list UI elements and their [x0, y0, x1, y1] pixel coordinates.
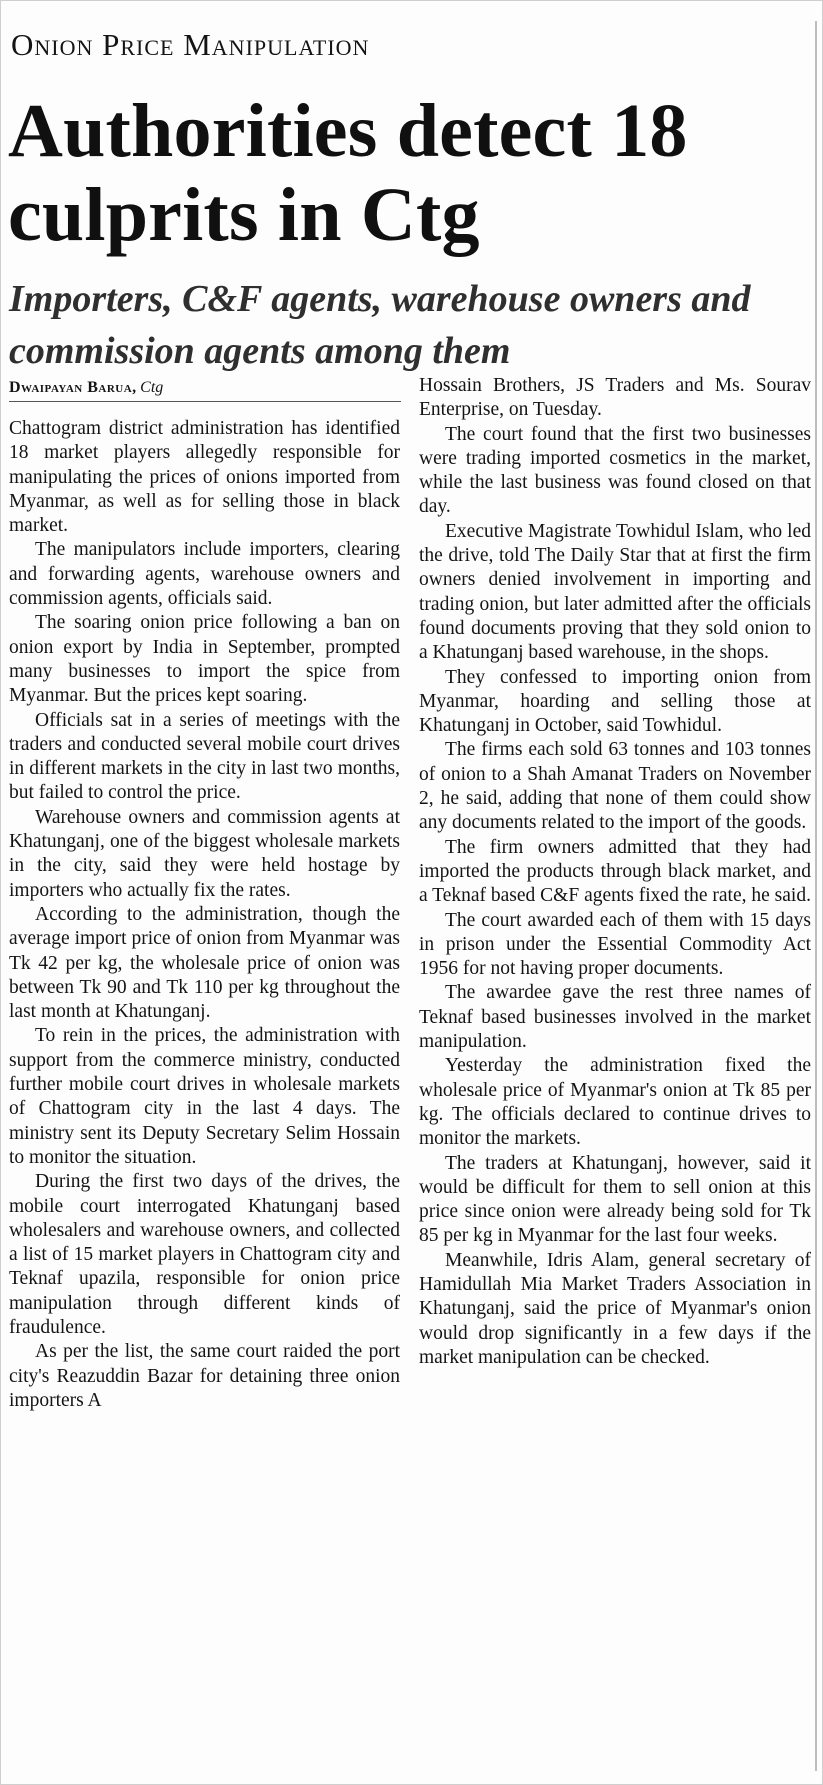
article-subheadline: Importers, C&F agents, warehouse owners and commission agents among them	[9, 278, 751, 372]
paragraph: Meanwhile, Idris Alam, general secretary of Hamidullah Mia Market Traders Association in Khatunganj, said the price of Myanmar's onion would drop significantly in a few days if the market manipulation can be checked.	[419, 1249, 811, 1368]
paragraph: The firm owners admitted that they had imported the products through black market, and a Teknaf based C&F agents fixed the rate, he said.	[419, 836, 811, 907]
paragraph: The awardee gave the rest three names of Teknaf based businesses involved in the market manipulation.	[419, 982, 811, 1053]
paragraph: Executive Magistrate Towhidul Islam, who led the drive, told The Daily Star that at first the firm owners denied involvement in importing and trading onion, but later admitted after the officials found documents proving that they sold onion to a Khatunganj based warehouse, in the shops.	[419, 520, 811, 664]
paragraph: During the first two days of the drives, the mobile court interrogated Khatunganj based wholesalers and warehouse owners, and collected a list of 15 market players in Chattogram city and Teknaf upazila, responsible for onion price manipulation through different kinds of fraudulence.	[9, 1171, 400, 1338]
paragraph: Yesterday the administration fixed the wholesale price of Myanmar's onion at Tk 85 per kg. The officials declared to continue drives to monitor the markets.	[419, 1055, 811, 1150]
paragraph: Chattogram district administration has identified 18 market players allegedly responsible for manipulating the prices of onions imported from Myanmar, as well as for selling those in black market.	[9, 418, 400, 537]
article-kicker: Onion Price Manipulation	[11, 27, 370, 62]
paragraph: According to the administration, though the average import price of onion from Myanmar was Tk 42 per kg, the wholesale price of onion was between Tk 90 and Tk 110 per kg throughout the last month at Khatunganj.	[9, 903, 400, 1023]
paragraph: Officials sat in a series of meetings with the traders and conducted several mobile court drives in different markets in the city in last two months, but failed to control the price.	[9, 709, 400, 804]
paragraph: The traders at Khatunganj, however, said it would be difficult for them to sell onion at this price since onion were already being sold for Tk 85 per kg in Myanmar for the last four weeks.	[419, 1152, 811, 1247]
byline-location: Ctg	[140, 379, 164, 396]
paragraph: Warehouse owners and commission agents at Khatunganj, one of the biggest wholesale markets in the city, said they were held hostage by importers who actually fix the rates.	[9, 806, 400, 901]
paragraph: As per the list, the same court raided the port city's Reazuddin Bazar for detaining three onion importers A	[9, 1341, 400, 1411]
paragraph: The court found that the first two businesses were trading imported cosmetics in the market, while the last business was found closed on that day.	[419, 423, 811, 518]
paragraph: They confessed to importing onion from Myanmar, hoarding and selling those at Khatunganj in October, said Towhidul.	[419, 666, 811, 737]
article-headline: Authorities detect 18 culprits in Ctg	[8, 89, 688, 257]
byline: Dwaipayan Barua, Ctg	[9, 379, 401, 402]
article-column-1	[9, 417, 400, 1413]
paragraph: The manipulators include importers, clearing and forwarding agents, warehouse owners and commission agents, officials said.	[9, 539, 400, 610]
paragraph: To rein in the prices, the administration with support from the commerce ministry, conducted further mobile court drives in wholesale markets of Chattogram city in the last 4 days. The ministry sent its Deputy Secretary Selim Hossain to monitor the situation.	[9, 1025, 400, 1168]
paragraph: The soaring onion price following a ban on onion export by India in September, prompted many businesses to import the spice from Myanmar. But the prices kept soaring.	[9, 612, 400, 707]
paragraph: The court awarded each of them with 15 days in prison under the Essential Commodity Act 1956 for not having proper documents.	[419, 909, 811, 980]
byline-author: Dwaipayan Barua	[9, 379, 133, 396]
column-rule	[815, 21, 817, 1771]
article-column-2	[419, 374, 811, 1370]
paragraph: Hossain Brothers, JS Traders and Ms. Sourav Enterprise, on Tuesday.	[419, 375, 811, 421]
paragraph: The firms each sold 63 tonnes and 103 tonnes of onion to a Shah Amanat Traders on November 2, he said, adding that none of them could show any documents related to the import of the goods.	[419, 739, 811, 834]
